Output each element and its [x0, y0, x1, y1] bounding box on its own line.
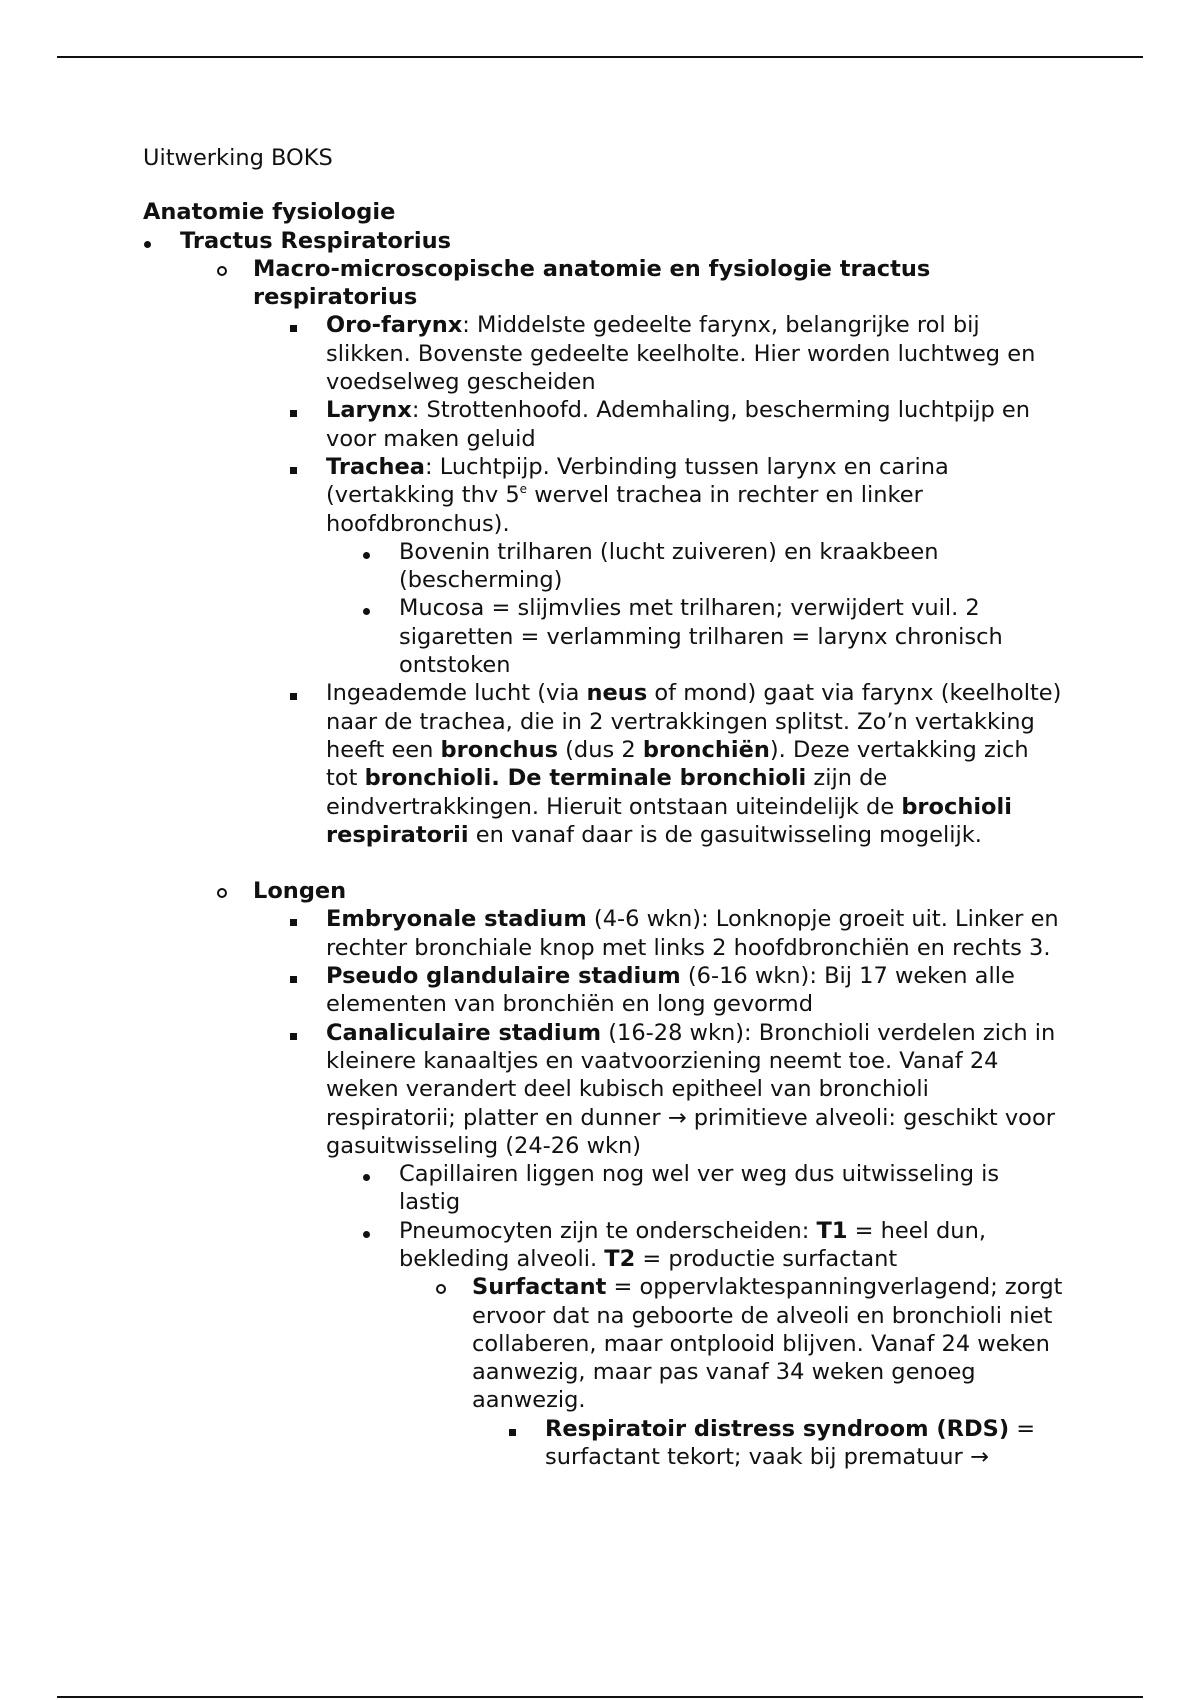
- text: Mucosa = slijmvlies met trilharen; verwijdert vuil. 2 sigaretten = verlamming trilharen = larynx chronisch ontstoken: [399, 595, 1003, 679]
- term: brochioli respiratorii: [326, 793, 1012, 848]
- term: Pseudo glandulaire stadium: [326, 963, 681, 990]
- bullet-dot-icon: [363, 1217, 370, 1245]
- text: zijn de eindvertrakkingen. Hieruit ontstaan uiteindelijk de: [326, 765, 902, 820]
- list-item: [399, 538, 1063, 595]
- surfactant-list: [472, 1415, 1063, 1472]
- list-item-oro-farynx: [326, 311, 1063, 396]
- text: (6-16 wkn): Bij 17 weken alle elementen van bronchiën en long gevormd: [326, 963, 1015, 1018]
- superscript: e: [519, 482, 528, 497]
- text: Pneumocyten zijn te onderscheiden:: [399, 1217, 817, 1244]
- term: Oro-farynx: [326, 312, 463, 339]
- list-item-airflow: [326, 679, 1063, 849]
- term: bronchioli. De terminale bronchioli: [364, 765, 807, 792]
- bullet-dot-icon: [144, 227, 151, 255]
- topic-item: [180, 227, 1063, 1472]
- pneumocyten-list: [399, 1273, 1063, 1471]
- text: = oppervlaktespanningverlagend; zorgt ervoor dat na geboorte de alveoli en bronchioli niet collaberen, maar ontplooid blijven. Vanaf 24 weken aanwezig, maar pas vanaf 34 weken genoeg aanwezig.: [472, 1274, 1063, 1414]
- header-rule: [57, 56, 1143, 58]
- text: = heel dun, bekleding alveoli.: [399, 1217, 986, 1272]
- subtopic-item-anatomy: [253, 255, 1063, 849]
- footer-rule: [57, 1696, 1143, 1698]
- text: = productie surfactant: [635, 1245, 898, 1272]
- longen-list: [253, 905, 1063, 1471]
- list-item-canaliculaire: [326, 1019, 1063, 1472]
- text: en vanaf daar is de gasuitwisseling mogelijk.: [468, 821, 982, 848]
- bullet-square-icon: [290, 1019, 297, 1047]
- text: ). Deze vertakking zich tot: [326, 736, 1029, 792]
- term: bronchus: [440, 736, 558, 763]
- bullet-circle-icon: [217, 877, 227, 905]
- topic-heading: Tractus Respiratorius: [180, 227, 451, 254]
- list-item-larynx: [326, 396, 1063, 453]
- term: T1: [816, 1217, 848, 1244]
- bullet-dot-icon: [363, 594, 370, 622]
- text: (dus 2: [558, 736, 643, 763]
- bullet-circle-icon: [217, 255, 227, 283]
- term: T2: [604, 1245, 636, 1272]
- term: Canaliculaire stadium: [326, 1019, 602, 1046]
- bullet-square-icon: [290, 679, 297, 707]
- text: = surfactant tekort; vaak bij prematuur →: [545, 1415, 1036, 1471]
- text: : Strottenhoofd. Ademhaling, bescherming luchtpijp en voor maken geluid: [326, 397, 1030, 452]
- bullet-dot-icon: [363, 1160, 370, 1188]
- text: Ingeademde lucht (via: [326, 680, 587, 707]
- section-heading: Anatomie fysiologie: [143, 199, 396, 226]
- list-item: [399, 594, 1063, 679]
- text: wervel trachea in rechter en linker hoofdbronchus).: [326, 482, 923, 537]
- bullet-circle-icon: [436, 1273, 446, 1301]
- anatomy-list: [253, 311, 1063, 849]
- subtopic-item-longen: [253, 877, 1063, 1471]
- term: Larynx: [326, 397, 412, 424]
- term: Surfactant: [472, 1274, 607, 1301]
- text: Capillairen liggen nog wel ver weg dus uitwisseling is lastig: [399, 1161, 1000, 1216]
- text: of mond) gaat via farynx (keelholte) naar de trachea, die in 2 vertrakkingen splitst. Zo’n vertakking heeft een: [326, 680, 1062, 763]
- list-item-pseudo-glandulaire: [326, 962, 1063, 1019]
- bullet-square-icon: [509, 1415, 516, 1443]
- term: Respiratoir distress syndroom (RDS): [545, 1415, 1010, 1442]
- bullet-square-icon: [290, 962, 297, 990]
- list-item-embryonale: [326, 905, 1063, 962]
- bullet-square-icon: [290, 311, 297, 339]
- term: neus: [586, 680, 648, 707]
- bullet-dot-icon: [363, 538, 370, 566]
- list-item: [399, 1160, 1063, 1217]
- text: : Luchtpijp. Verbinding tussen larynx en carina (vertakking thv 5: [326, 453, 949, 509]
- bullet-square-icon: [290, 453, 297, 481]
- topic-list: [143, 227, 1063, 1472]
- trachea-list: [326, 538, 1063, 679]
- term: bronchiën: [642, 736, 770, 763]
- document-title: Uitwerking BOKS: [143, 145, 333, 171]
- text: Bovenin trilharen (lucht zuiveren) en kraakbeen (bescherming): [399, 538, 939, 594]
- text: (4-6 wkn): Lonknopje groeit uit. Linker en rechter bronchiale knop met links 2 hoofdbronchiën en rechts 3.: [326, 906, 1059, 961]
- list-item-surfactant: [472, 1273, 1063, 1471]
- subtopic-heading: Longen: [253, 878, 347, 905]
- subtopic-heading: Macro-microscopische anatomie en fysiologie tractus respiratorius: [253, 255, 931, 311]
- list-item-pneumocyten: [399, 1217, 1063, 1472]
- subtopic-list: [180, 255, 1063, 1471]
- text: : Middelste gedeelte farynx, belangrijke rol bij slikken. Bovenste gedeelte keelholte. Hier worden luchtweg en voedselweg gescheiden: [326, 312, 1036, 396]
- document-body: [143, 144, 1063, 1471]
- bullet-square-icon: [290, 396, 297, 424]
- text: (16-28 wkn): Bronchioli verdelen zich in kleinere kanaaltjes en vaatvoorziening neemt toe. Vanaf 24 weken verandert deel kubisch epitheel van bronchioli respiratorii; platter en dunner → primitieve alveoli: geschikt voor gasuitwisseling (24-26 wkn): [326, 1019, 1056, 1159]
- canaliculaire-list: [326, 1160, 1063, 1471]
- term: Trachea: [326, 453, 425, 480]
- term: Embryonale stadium: [326, 906, 587, 933]
- bullet-square-icon: [290, 905, 297, 933]
- list-item-trachea: [326, 453, 1063, 679]
- list-item-rds: [545, 1415, 1063, 1472]
